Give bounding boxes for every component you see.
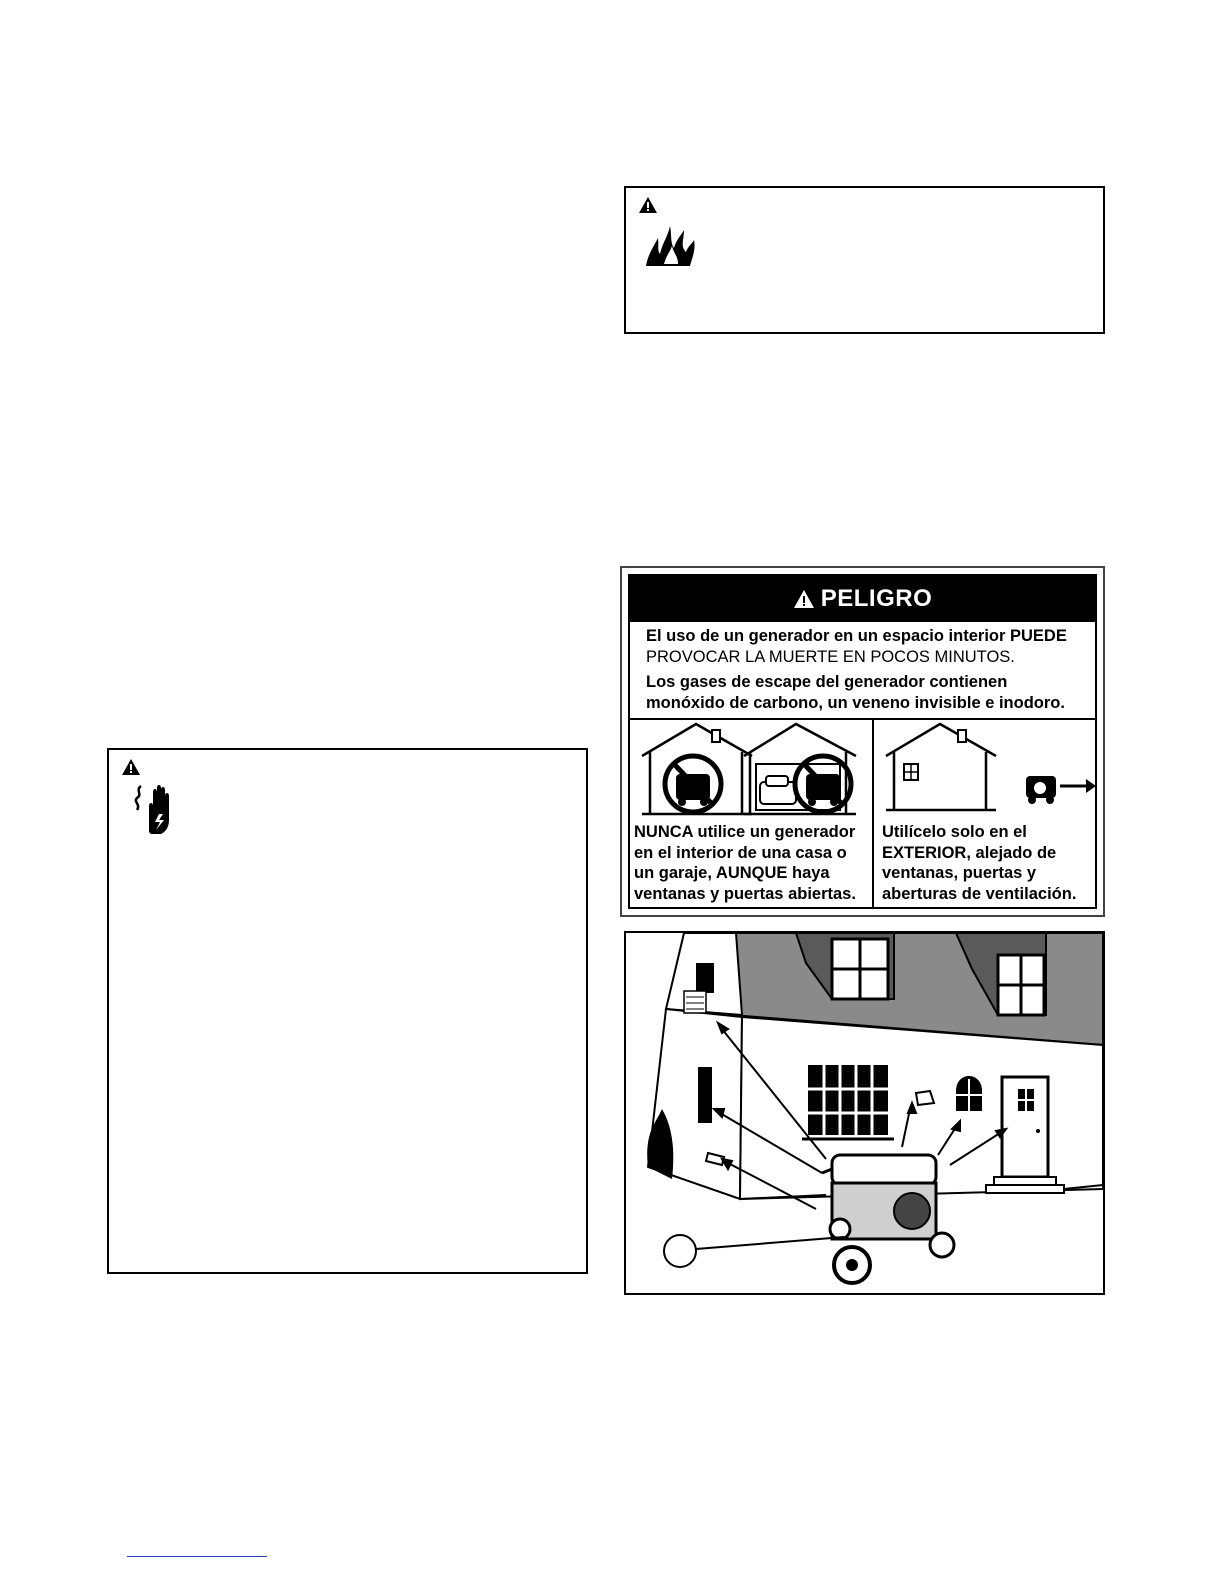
danger-text-block — [630, 622, 1095, 720]
indoor-prohibited-illustration — [638, 722, 866, 818]
danger-statement — [646, 626, 1083, 668]
warning-triangle-icon — [121, 758, 141, 776]
danger-line-1: El uso de un generador en un espacio interior PUEDE — [646, 627, 1067, 645]
fire-icon — [644, 224, 698, 268]
danger-line-4: monóxido de carbono, un veneno invisible e inodoro. — [646, 694, 1065, 712]
prohibited-generator-icon — [665, 756, 721, 812]
generator-icon — [822, 1155, 954, 1283]
column-divider — [872, 720, 874, 907]
danger-label-frame — [628, 574, 1097, 909]
danger-line-2: PROVOCAR LA MUERTE EN POCOS MINUTOS. — [646, 648, 1015, 666]
outdoor-instruction-text: Utilícelo solo en el EXTERIOR, alejado de ventanas, puertas y aberturas de ventilación. — [882, 823, 1077, 903]
warning-triangle-icon — [793, 589, 815, 609]
shock-warning-box — [107, 748, 588, 1274]
danger-header — [630, 576, 1095, 622]
house-icon — [626, 933, 1103, 1293]
fire-warning-box — [624, 186, 1105, 334]
danger-line-3: Los gases de escape del generador contienen — [646, 673, 1008, 691]
danger-explanation — [646, 672, 1083, 714]
indoor-warning-text: NUNCA utilice un generador en el interior de una casa o un garaje, AUNQUE haya ventanas y puertas abiertas. — [634, 823, 856, 903]
generator-icon — [1026, 776, 1056, 804]
danger-title: PELIGRO — [820, 585, 933, 612]
footer-link-rule — [127, 1556, 267, 1557]
electric-shock-hand-icon — [133, 782, 177, 836]
outdoor-use-illustration — [880, 722, 1100, 818]
danger-columns — [630, 720, 1095, 907]
danger-label — [620, 566, 1105, 917]
generator-placement-illustration — [624, 931, 1105, 1295]
house-icon — [886, 724, 996, 810]
house-icon — [642, 724, 752, 814]
warning-triangle-icon — [638, 196, 658, 214]
arrow-right-icon — [1060, 779, 1096, 793]
callout-circle-icon — [664, 1235, 844, 1267]
